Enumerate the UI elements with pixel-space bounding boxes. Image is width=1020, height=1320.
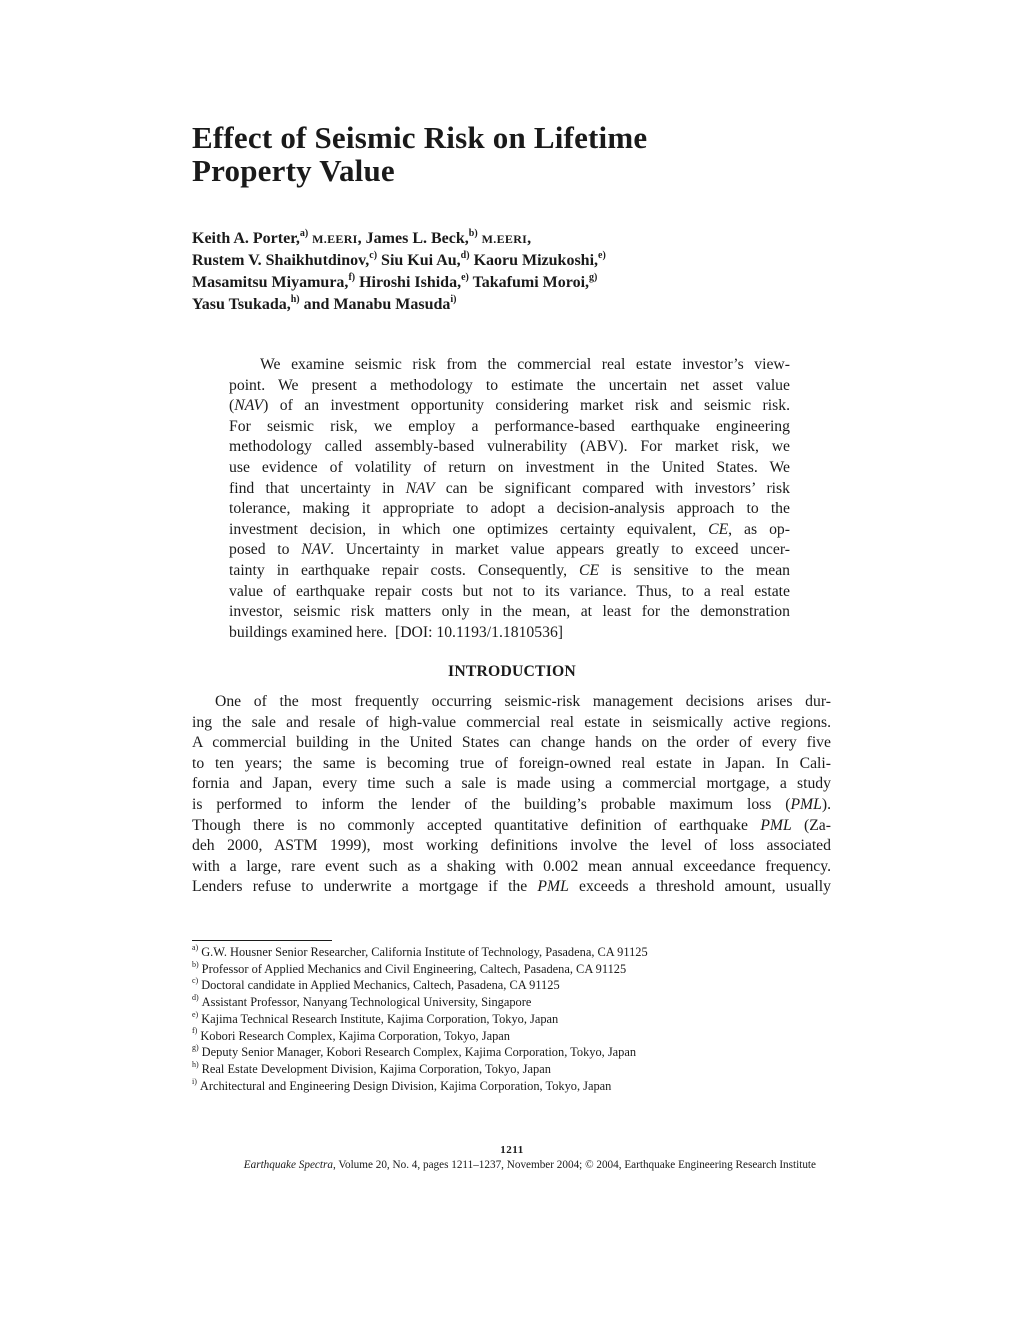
conjunction: and — [303, 296, 330, 313]
journal-citation — [192, 1159, 816, 1171]
affiliation-mark: i) — [450, 293, 457, 305]
abstract-line: investment decision, in which one optimizes certainty equivalent, CE, as op- — [229, 520, 790, 538]
abstract-line: We examine seismic risk from the commercial real estate investor’s view- — [260, 356, 790, 373]
abstract-line: find that uncertainty in NAV can be significant compared with investors’ risk — [229, 479, 790, 497]
abstract-line: tainty in earthquake repair costs. Consequently, CE is sensitive to the mean — [229, 561, 791, 579]
separator: , — [357, 230, 362, 247]
footnote — [192, 977, 832, 994]
affiliation-mark: e) — [598, 249, 606, 261]
footnote-mark: e) — [192, 1009, 199, 1019]
footnote-text: Real Estate Development Division, Kajima Corporation, Tokyo, Japan — [201, 1061, 551, 1076]
footnote-mark: b) — [192, 959, 199, 969]
footnote-text: G.W. Housner Senior Researcher, California Institute of Technology, Pasadena, CA 91125 — [201, 945, 648, 959]
abstract-line: posed to NAV. Uncertainty in market value appears greatly to exceed uncer- — [229, 541, 790, 559]
abstract-line: buildings examined here. [DOI: 10.1193/1.1810536] — [229, 623, 564, 641]
page-number: 1211 — [500, 1144, 524, 1156]
membership-badge: M.EERI — [312, 232, 358, 246]
affiliation-mark: f) — [348, 271, 356, 283]
membership-badge: M.EERI — [481, 232, 528, 246]
journal-name: Earthquake Spectra — [243, 1159, 333, 1171]
author-line — [192, 272, 832, 294]
author-list — [192, 228, 832, 316]
journal-details: , Volume 20, No. 4, pages 1211–1237, November 2004; © 2004, Earthquake Engineering Research Institute — [332, 1159, 816, 1171]
abstract-line: methodology called assembly-based vulnerability (ABV). For market risk, we — [229, 438, 790, 456]
author-name: Hiroshi Ishida, — [359, 274, 462, 291]
footnote — [192, 1044, 832, 1061]
author-line — [192, 250, 832, 272]
footnote-text: Kajima Technical Research Institute, Kajima Corporation, Tokyo, Japan — [201, 1011, 559, 1026]
paper-title — [192, 121, 832, 187]
body-line: with a large, rare event such as a shaking with 0.002 mean annual exceedance frequency. — [192, 857, 831, 875]
affiliation-mark: c) — [369, 249, 378, 261]
footnote-list — [192, 944, 832, 1094]
author-name: Kaoru Mizukoshi, — [473, 252, 599, 269]
affiliation-mark: h) — [290, 293, 300, 305]
body-line: ing the sale and resale of high-value commercial real estate in seismically active regions. — [192, 713, 831, 731]
abstract-line: For seismic risk, we employ a performance-based earthquake engineering — [229, 417, 790, 435]
footnote-text: Kobori Research Complex, Kajima Corporation, Tokyo, Japan — [200, 1028, 510, 1043]
affiliation-mark: d) — [460, 249, 470, 261]
author-line — [192, 228, 832, 250]
affiliation-mark: e) — [461, 271, 469, 283]
abstract — [229, 355, 790, 643]
introduction-body — [192, 692, 831, 898]
footnote — [192, 1028, 832, 1045]
footnote-text: Architectural and Engineering Design Division, Kajima Corporation, Tokyo, Japan — [199, 1078, 612, 1093]
footnote — [192, 1078, 832, 1095]
affiliation-mark: a) — [299, 227, 309, 239]
body-line: Though there is no commonly accepted quantitative definition of earthquake PML (Za- — [192, 816, 831, 834]
footnote-text: Deputy Senior Manager, Kobori Research Complex, Kajima Corporation, Tokyo, Japan — [201, 1045, 637, 1060]
author-name: James L. Beck, — [365, 230, 469, 247]
separator: , — [527, 230, 532, 247]
author-line — [192, 294, 832, 316]
body-line: Lenders refuse to underwrite a mortgage if the PML exceeds a threshold amount, usually — [192, 878, 831, 896]
footnote — [192, 994, 832, 1011]
body-line: is performed to inform the lender of the building’s probable maximum loss (PML). — [192, 795, 831, 813]
abstract-line: use evidence of volatility of return on investment in the United States. We — [229, 458, 790, 476]
abstract-line: investor, seismic risk matters only in the mean, at least for the demonstration — [229, 603, 790, 621]
footnote-text: Professor of Applied Mechanics and Civil Engineering, Caltech, Pasadena, CA 91125 — [201, 961, 627, 976]
footnote-mark: g) — [192, 1043, 199, 1053]
author-name: Siu Kui Au, — [381, 252, 461, 269]
section-heading-introduction: INTRODUCTION — [448, 663, 576, 680]
body-line: to ten years; the same is becoming true of foreign-owned real estate in Japan. In Cali- — [192, 754, 831, 772]
body-line: A commercial building in the United States can change hands on the order of every five — [192, 734, 831, 752]
title-line-2: Property Value — [192, 153, 395, 188]
abstract-line: tolerance, making it appropriate to adopt a decision-analysis approach to the — [229, 500, 790, 518]
footnote-divider — [192, 940, 332, 941]
footnote — [192, 1011, 832, 1028]
title-line-1: Effect of Seismic Risk on Lifetime — [192, 120, 648, 155]
body-line: One of the most frequently occurring seismic-risk management decisions arises dur- — [215, 693, 831, 710]
footnote-mark: f) — [192, 1026, 198, 1036]
author-name: Yasu Tsukada, — [192, 296, 291, 313]
author-name: Keith A. Porter, — [192, 230, 300, 247]
footnote — [192, 961, 832, 978]
footnote-text: Doctoral candidate in Applied Mechanics, Caltech, Pasadena, CA 91125 — [201, 978, 560, 993]
footnote-mark: a) — [192, 942, 199, 952]
abstract-line: (NAV) of an investment opportunity considering market risk and seismic risk. — [229, 397, 790, 415]
author-name: Rustem V. Shaikhutdinov, — [192, 252, 370, 269]
affiliation-mark: b) — [468, 227, 478, 239]
author-name: Takafumi Moroi, — [472, 274, 590, 291]
footnote-mark: c) — [192, 976, 199, 986]
footnote-mark: h) — [192, 1059, 199, 1069]
abstract-line: point. We present a methodology to estimate the uncertain net asset value — [229, 376, 790, 394]
author-name: Manabu Masuda — [333, 296, 451, 313]
footnote-mark: d) — [192, 992, 199, 1002]
affiliation-mark: g) — [589, 271, 598, 283]
body-line: fornia and Japan, every time such a sale is made using a commercial mortgage, a study — [192, 775, 831, 793]
footnote — [192, 1061, 832, 1078]
body-line: deh 2000, ASTM 1999), most working definitions involve the level of loss associated — [192, 837, 831, 855]
footnote — [192, 944, 832, 961]
author-name: Masamitsu Miyamura, — [192, 274, 349, 291]
footnote-text: Assistant Professor, Nanyang Technological University, Singapore — [201, 995, 532, 1010]
abstract-line: value of earthquake repair costs but not to its variance. Thus, to a real estate — [229, 582, 790, 600]
footnote-mark: i) — [192, 1076, 197, 1086]
